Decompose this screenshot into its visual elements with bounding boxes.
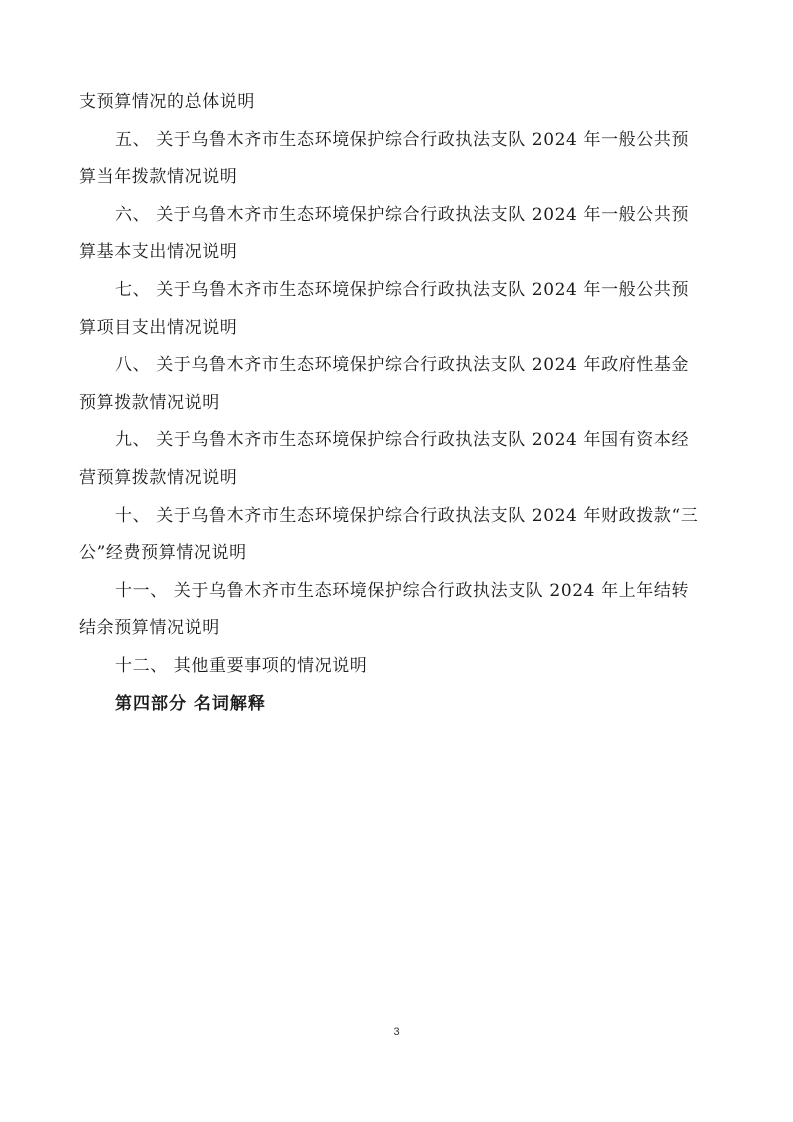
- toc-item-6: 六、 关于乌鲁木齐市生态环境保护综合行政执法支队 2024 年一般公共预: [115, 204, 690, 225]
- text-line: 算基本支出情况说明: [79, 242, 238, 263]
- text-line: 算项目支出情况说明: [79, 317, 238, 338]
- toc-item-9: 九、 关于乌鲁木齐市生态环境保护综合行政执法支队 2024 年国有资本经: [115, 430, 690, 451]
- toc-item-5: 五、 关于乌鲁木齐市生态环境保护综合行政执法支队 2024 年一般公共预: [115, 129, 690, 150]
- text-line: 支预算情况的总体说明: [79, 92, 255, 112]
- text-line: 营预算拨款情况说明: [79, 467, 238, 488]
- text-line: 预算拨款情况说明: [79, 392, 220, 413]
- text-line: 算当年拨款情况说明: [79, 167, 238, 188]
- page-number: 3: [393, 1026, 400, 1038]
- toc-item-10: 十、 关于乌鲁木齐市生态环境保护综合行政执法支队 2024 年财政拨款“三: [115, 505, 699, 526]
- toc-item-12: 十二、 其他重要事项的情况说明: [115, 655, 368, 676]
- toc-item-7: 七、 关于乌鲁木齐市生态环境保护综合行政执法支队 2024 年一般公共预: [115, 279, 690, 300]
- text-line: 结余预算情况说明: [79, 618, 220, 639]
- document-body: [79, 84, 719, 723]
- toc-item-8: 八、 关于乌鲁木齐市生态环境保护综合行政执法支队 2024 年政府性基金: [115, 355, 690, 376]
- text-line: 公”经费预算情况说明: [79, 543, 247, 564]
- toc-item-11: 十一、 关于乌鲁木齐市生态环境保护综合行政执法支队 2024 年上年结转: [115, 580, 690, 601]
- section-heading: 第四部分 名词解释: [115, 693, 266, 714]
